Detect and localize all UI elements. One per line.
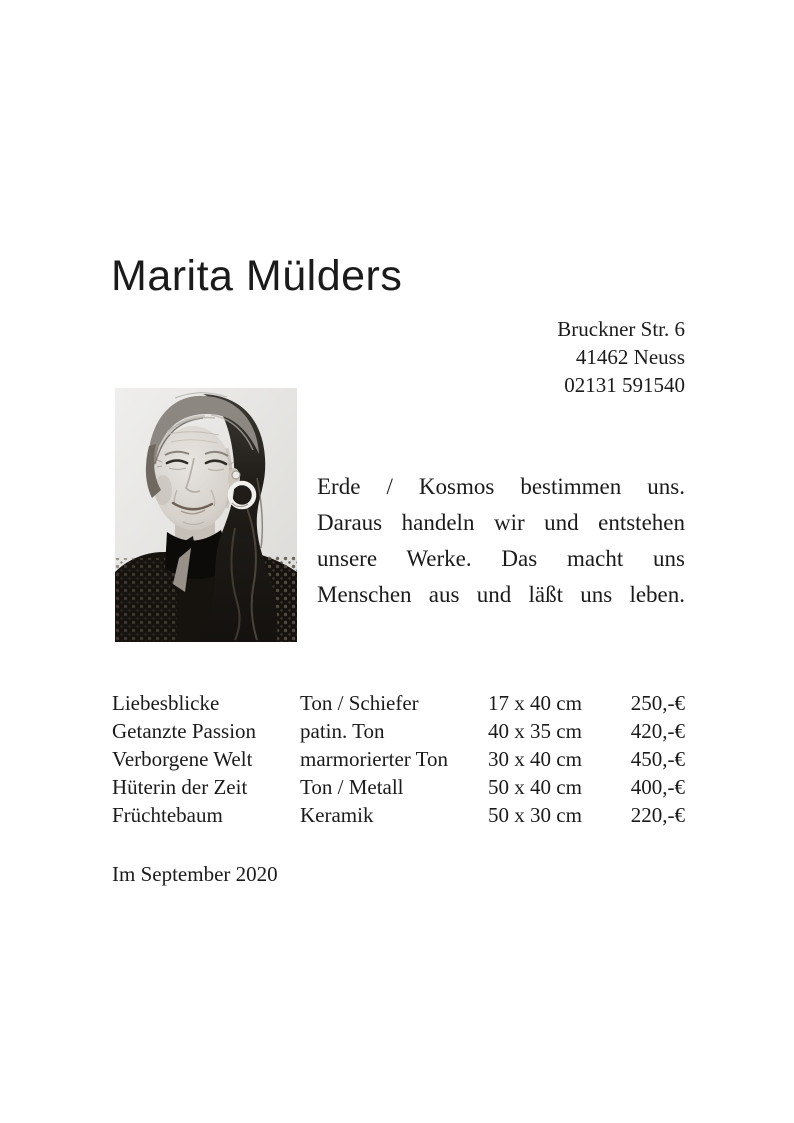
work-size-cell: 17 x 40 cm xyxy=(488,691,582,715)
work-size-cell: 50 x 40 cm xyxy=(488,775,582,799)
work-price-cell: 450,-€ xyxy=(630,747,685,771)
work-size-cell: 50 x 30 cm xyxy=(488,803,582,827)
works-price-list xyxy=(112,689,685,829)
work-size-cell: 30 x 40 cm xyxy=(488,747,582,771)
address-line-phone: 02131 591540 xyxy=(564,373,685,397)
work-price-cell: 400,-€ xyxy=(630,775,685,799)
work-material-cell: patin. Ton xyxy=(300,719,385,743)
contact-address xyxy=(557,315,685,399)
work-title-cell: Hüterin der Zeit xyxy=(112,775,248,799)
work-price-cell: 250,-€ xyxy=(630,691,685,715)
work-title-cell: Liebesblicke xyxy=(112,691,220,715)
address-line-city: 41462 Neuss xyxy=(575,345,685,369)
date-line: Im September 2020 xyxy=(112,862,278,886)
address-line-street: Bruckner Str. 6 xyxy=(557,317,685,341)
statement-line: Daraus handeln wir und entstehen xyxy=(317,510,685,535)
statement-line: Erde / Kosmos bestimmen uns. xyxy=(317,474,685,499)
page-title: Marita Mülders xyxy=(111,252,403,300)
work-material-cell: Ton / Metall xyxy=(300,775,404,799)
work-title-cell: Getanzte Passion xyxy=(112,719,257,743)
statement-line: Menschen aus und läßt uns leben. xyxy=(317,582,685,607)
artist-statement xyxy=(317,469,685,613)
artist-portrait-photo xyxy=(115,388,297,642)
work-material-cell: marmorierter Ton xyxy=(300,747,449,771)
work-material-cell: Ton / Schiefer xyxy=(300,691,419,715)
statement-line: unsere Werke. Das macht uns xyxy=(317,546,685,571)
work-title-cell: Verborgene Welt xyxy=(112,747,253,771)
portrait-image xyxy=(115,388,297,642)
work-title-cell: Früchtebaum xyxy=(112,803,223,827)
work-material-cell: Keramik xyxy=(300,803,374,827)
work-size-cell: 40 x 35 cm xyxy=(488,719,582,743)
work-price-cell: 220,-€ xyxy=(630,803,685,827)
work-price-cell: 420,-€ xyxy=(630,719,685,743)
